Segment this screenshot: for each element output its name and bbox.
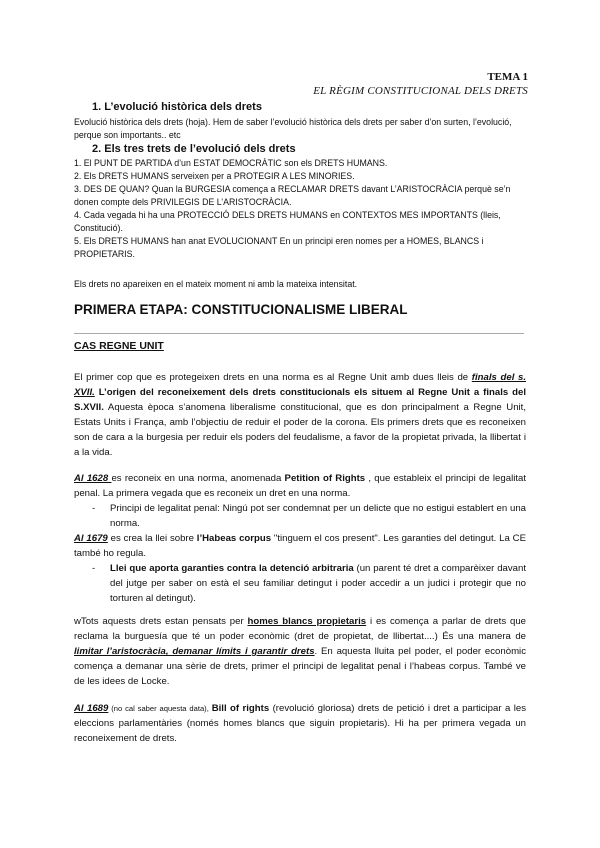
list-item: 3. DES DE QUAN? Quan la BURGESIA comença a RECLAMAR DRETS davant L’ARISTOCRÀCIA perquè se’n donen compte dels PRIVILEGIS DE L’ARISTOCRÀCIA. — [74, 184, 511, 207]
section-2-list — [74, 157, 534, 261]
section-2-heading: 2. Els tres trets de l’evolució dels drets — [92, 143, 296, 155]
paragraph-4: Al 1689 (no cal saber aquesta data), Bill of rights (revolució gloriosa) drets de petició i dret a participar a les eleccions parlamentàries (només homes blancs que siguin propietaris). Hi ha per primera vegada un reconeixement de drets. — [74, 703, 526, 744]
paragraph-1: El primer cop que es protegeixen drets en una norma es al Regne Unit amb dues lleis de finals del s. XVII. L’origen del reconeixement dels drets constitucionals els situem al Regne Unit a finals del S.XVII. Aquesta època s’anomena liberalisme constitucional, que es don principalment a Regne Unit, Estats Units i França, amb l’objectiu de reduir el poder de la corona. Els primers drets que es reconeixen son de cara a la burgesia per reduir els poders del feudalisme, a favor de la propietat privada, la llibertat i a la vida. — [74, 372, 526, 458]
list-item: 5. Els DRETS HUMANS han anat EVOLUCIONANT En un principi eren nomes per a HOMES, BLANCS i PROPIETARIS. — [74, 236, 484, 259]
divider — [74, 333, 524, 334]
list-item: - Llei que aporta garanties contra la detenció arbitraria (un parent té dret a comparèixer davant del jutge per saber on està el seu familiar detingut i poder accedir a un judici i protegir que no torturen al detingut). — [92, 563, 526, 604]
list-item: 1. El PUNT DE PARTIDA d’un ESTAT DEMOCRÀTIC son els DRETS HUMANS. — [74, 158, 388, 168]
section-1-heading: 1. L’evolució històrica dels drets — [92, 101, 262, 113]
list-item: 4. Cada vegada hi ha una PROTECCIÓ DELS DRETS HUMANS en CONTEXTOS MES IMPORTANTS (lleis, Constitució). — [74, 210, 501, 233]
etapa-heading: PRIMERA ETAPA: CONSTITUCIONALISME LIBERAL — [74, 302, 408, 317]
list-item: 2. Els DRETS HUMANS serveixen per a PROTEGIR A LES MINORIES. — [74, 171, 355, 181]
tema-label: TEMA 1 — [487, 71, 528, 83]
paragraph-3: wTots aquests drets estan pensats per homes blancs propietaris i es comença a parlar de drets que reclama la burguesía que té un poder econòmic (dret de propietat, de llibertat....) És una manera de limitar l’aristocràcia, demanar límits i garantir drets. En aquesta lluita pel poder, el poder econòmic comença a demanar una sèrie de drets, primer el principi de legalitat penal i l’habeas corpus. També ve de les idees de Locke. — [74, 616, 527, 687]
cas-regne-unit-heading: CAS REGNE UNIT — [74, 340, 164, 352]
list-item: - Principi de legalitat penal: Ningú pot ser condemnat per un delicte que no estigui establert en una norma. — [92, 503, 526, 529]
document-title: EL RÈGIM CONSTITUCIONAL DELS DRETS — [313, 85, 528, 97]
section-1-text: Evolució històrica dels drets (hoja). Hem de saber l’evolució històrica dels drets per saber d’on surten, l’evolució, perque son importants.. etc — [74, 117, 512, 140]
section-2-note: Els drets no apareixen en el mateix moment ni amb la mateixa intensitat. — [74, 279, 358, 289]
paragraph-2: Al 1628 es reconeix en una norma, anomenada Petition of Rights , que estableix el principi de legalitat penal. La primera vegada que es reconeix un dret en una norma. - Principi de legalitat penal: Ningú pot ser condemnat per un delicte que no estigui establert en una norma. Al 1679 es crea la llei sobre l’Habeas corpus "tinguem el cos present". Les garanties del detingut. La CE també ho regula. - Llei que aporta garanties contra la detenció arbitraria (un parent té dret a comparèixer davant del jutge per saber on està el seu familiar detingut i poder accedir a un judici i protegir que no torturen al detingut). — [74, 473, 527, 604]
